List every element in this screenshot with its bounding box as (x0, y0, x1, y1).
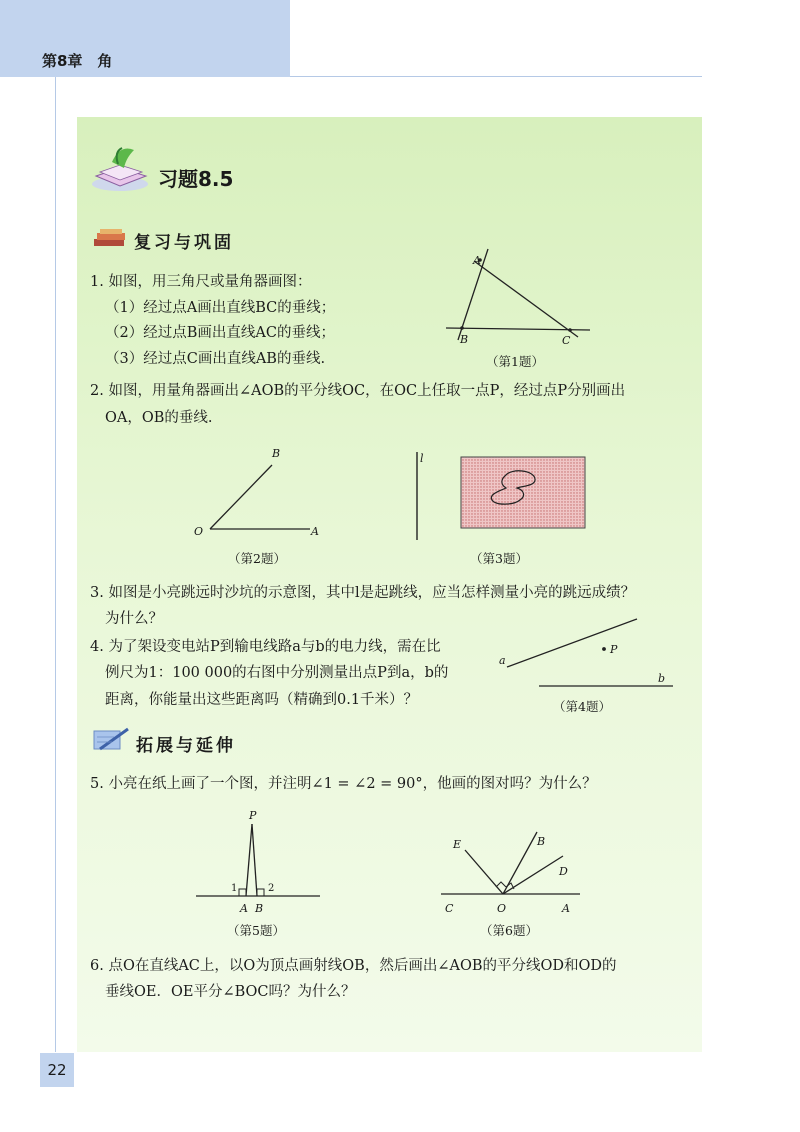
fig6-label-o: O (497, 902, 507, 915)
figure-1-caption: （第1题） (486, 354, 544, 369)
problem-1-sub1: （1）经过点A画出直线BC的垂线； (105, 300, 336, 316)
pencil-icon (92, 727, 132, 753)
fig5-label-a: A (240, 902, 248, 915)
figure-2 (190, 445, 330, 545)
fig6-label-a: A (562, 902, 570, 915)
problem-1-stem: 1. 如图，用三角尺或量角器画图： (90, 274, 312, 290)
fig1-label-a: A (473, 254, 481, 267)
fig6-label-d: D (559, 865, 568, 878)
problem-1-sub3: （3）经过点C画出直线AB的垂线. (105, 351, 326, 367)
fig1-label-b: B (460, 333, 469, 346)
problem-6-line1: 6. 点O在直线AC上，以O为顶点画射线OB，然后画出∠AOB的平分线OD和OD的 (90, 958, 617, 974)
figure-3 (408, 450, 598, 542)
header-rule (290, 76, 702, 77)
fig5-label-b: B (255, 902, 264, 915)
figure-2-caption: （第2题） (228, 551, 286, 566)
fig5-label-p: P (249, 809, 257, 822)
side-rule (55, 77, 56, 1052)
problem-4-line1: 4. 为了架设变电站P到输电线路a与b的电力线，需在比 (90, 639, 441, 655)
figure-5 (190, 810, 330, 920)
fig2-label-o: O (194, 525, 204, 538)
figure-5-caption: （第5题） (227, 923, 285, 938)
section-review: 复习与巩固 (134, 233, 234, 253)
problem-3-line1: 3. 如图是小亮跳远时沙坑的示意图，其中l是起跳线，应当怎样测量小亮的跳远成绩？ (90, 585, 636, 601)
problem-4-line2: 例尺为1：100 000的右图中分别测量出点P到a，b的 (105, 665, 449, 681)
problem-1-sub2: （2）经过点B画出直线AC的垂线； (105, 325, 335, 341)
problem-3-line2: 为什么？ (105, 611, 163, 627)
figure-6 (435, 828, 585, 920)
problem-2-line2: OA，OB的垂线. (105, 410, 213, 426)
fig6-label-e: E (453, 838, 462, 851)
figure-4-caption: （第4题） (553, 699, 611, 714)
problem-5-line1: 5. 小亮在纸上画了一个图，并注明∠1 = ∠2 = 90°，他画的图对吗？为什么？ (90, 776, 597, 792)
fig1-label-c: C (562, 334, 571, 347)
page-number: 22 (40, 1053, 74, 1087)
figure-3-caption: （第3题） (470, 551, 528, 566)
books-icon (92, 227, 130, 249)
fig6-label-b: B (537, 835, 546, 848)
fig2-label-b: B (272, 447, 281, 460)
fig5-label-2: 2 (268, 883, 275, 894)
figure-4 (495, 615, 675, 695)
fig6-label-c: C (445, 902, 454, 915)
problem-6-line2: 垂线OE．OE平分∠BOC吗？为什么？ (105, 984, 356, 1000)
figure-6-caption: （第6题） (480, 923, 538, 938)
fig4-label-p: P (610, 643, 618, 656)
problem-2-line1: 2. 如图，用量角器画出∠AOB的平分线OC，在OC上任取一点P，经过点P分别画出 (90, 383, 626, 399)
fig5-label-1: 1 (231, 883, 238, 894)
fig4-label-a: a (499, 654, 506, 667)
section-extension: 拓展与延伸 (136, 736, 236, 756)
exercise-title: 习题8.5 (158, 167, 234, 191)
fig3-label-l: l (420, 452, 424, 465)
figure-1 (440, 245, 600, 355)
book-icon (90, 140, 152, 192)
problem-4-line3: 距离，你能量出这些距离吗（精确到0.1千米）？ (105, 692, 419, 708)
chapter-title: 第8章 角 (42, 52, 113, 70)
fig4-label-b: b (658, 672, 666, 685)
fig2-label-a: A (311, 525, 319, 538)
